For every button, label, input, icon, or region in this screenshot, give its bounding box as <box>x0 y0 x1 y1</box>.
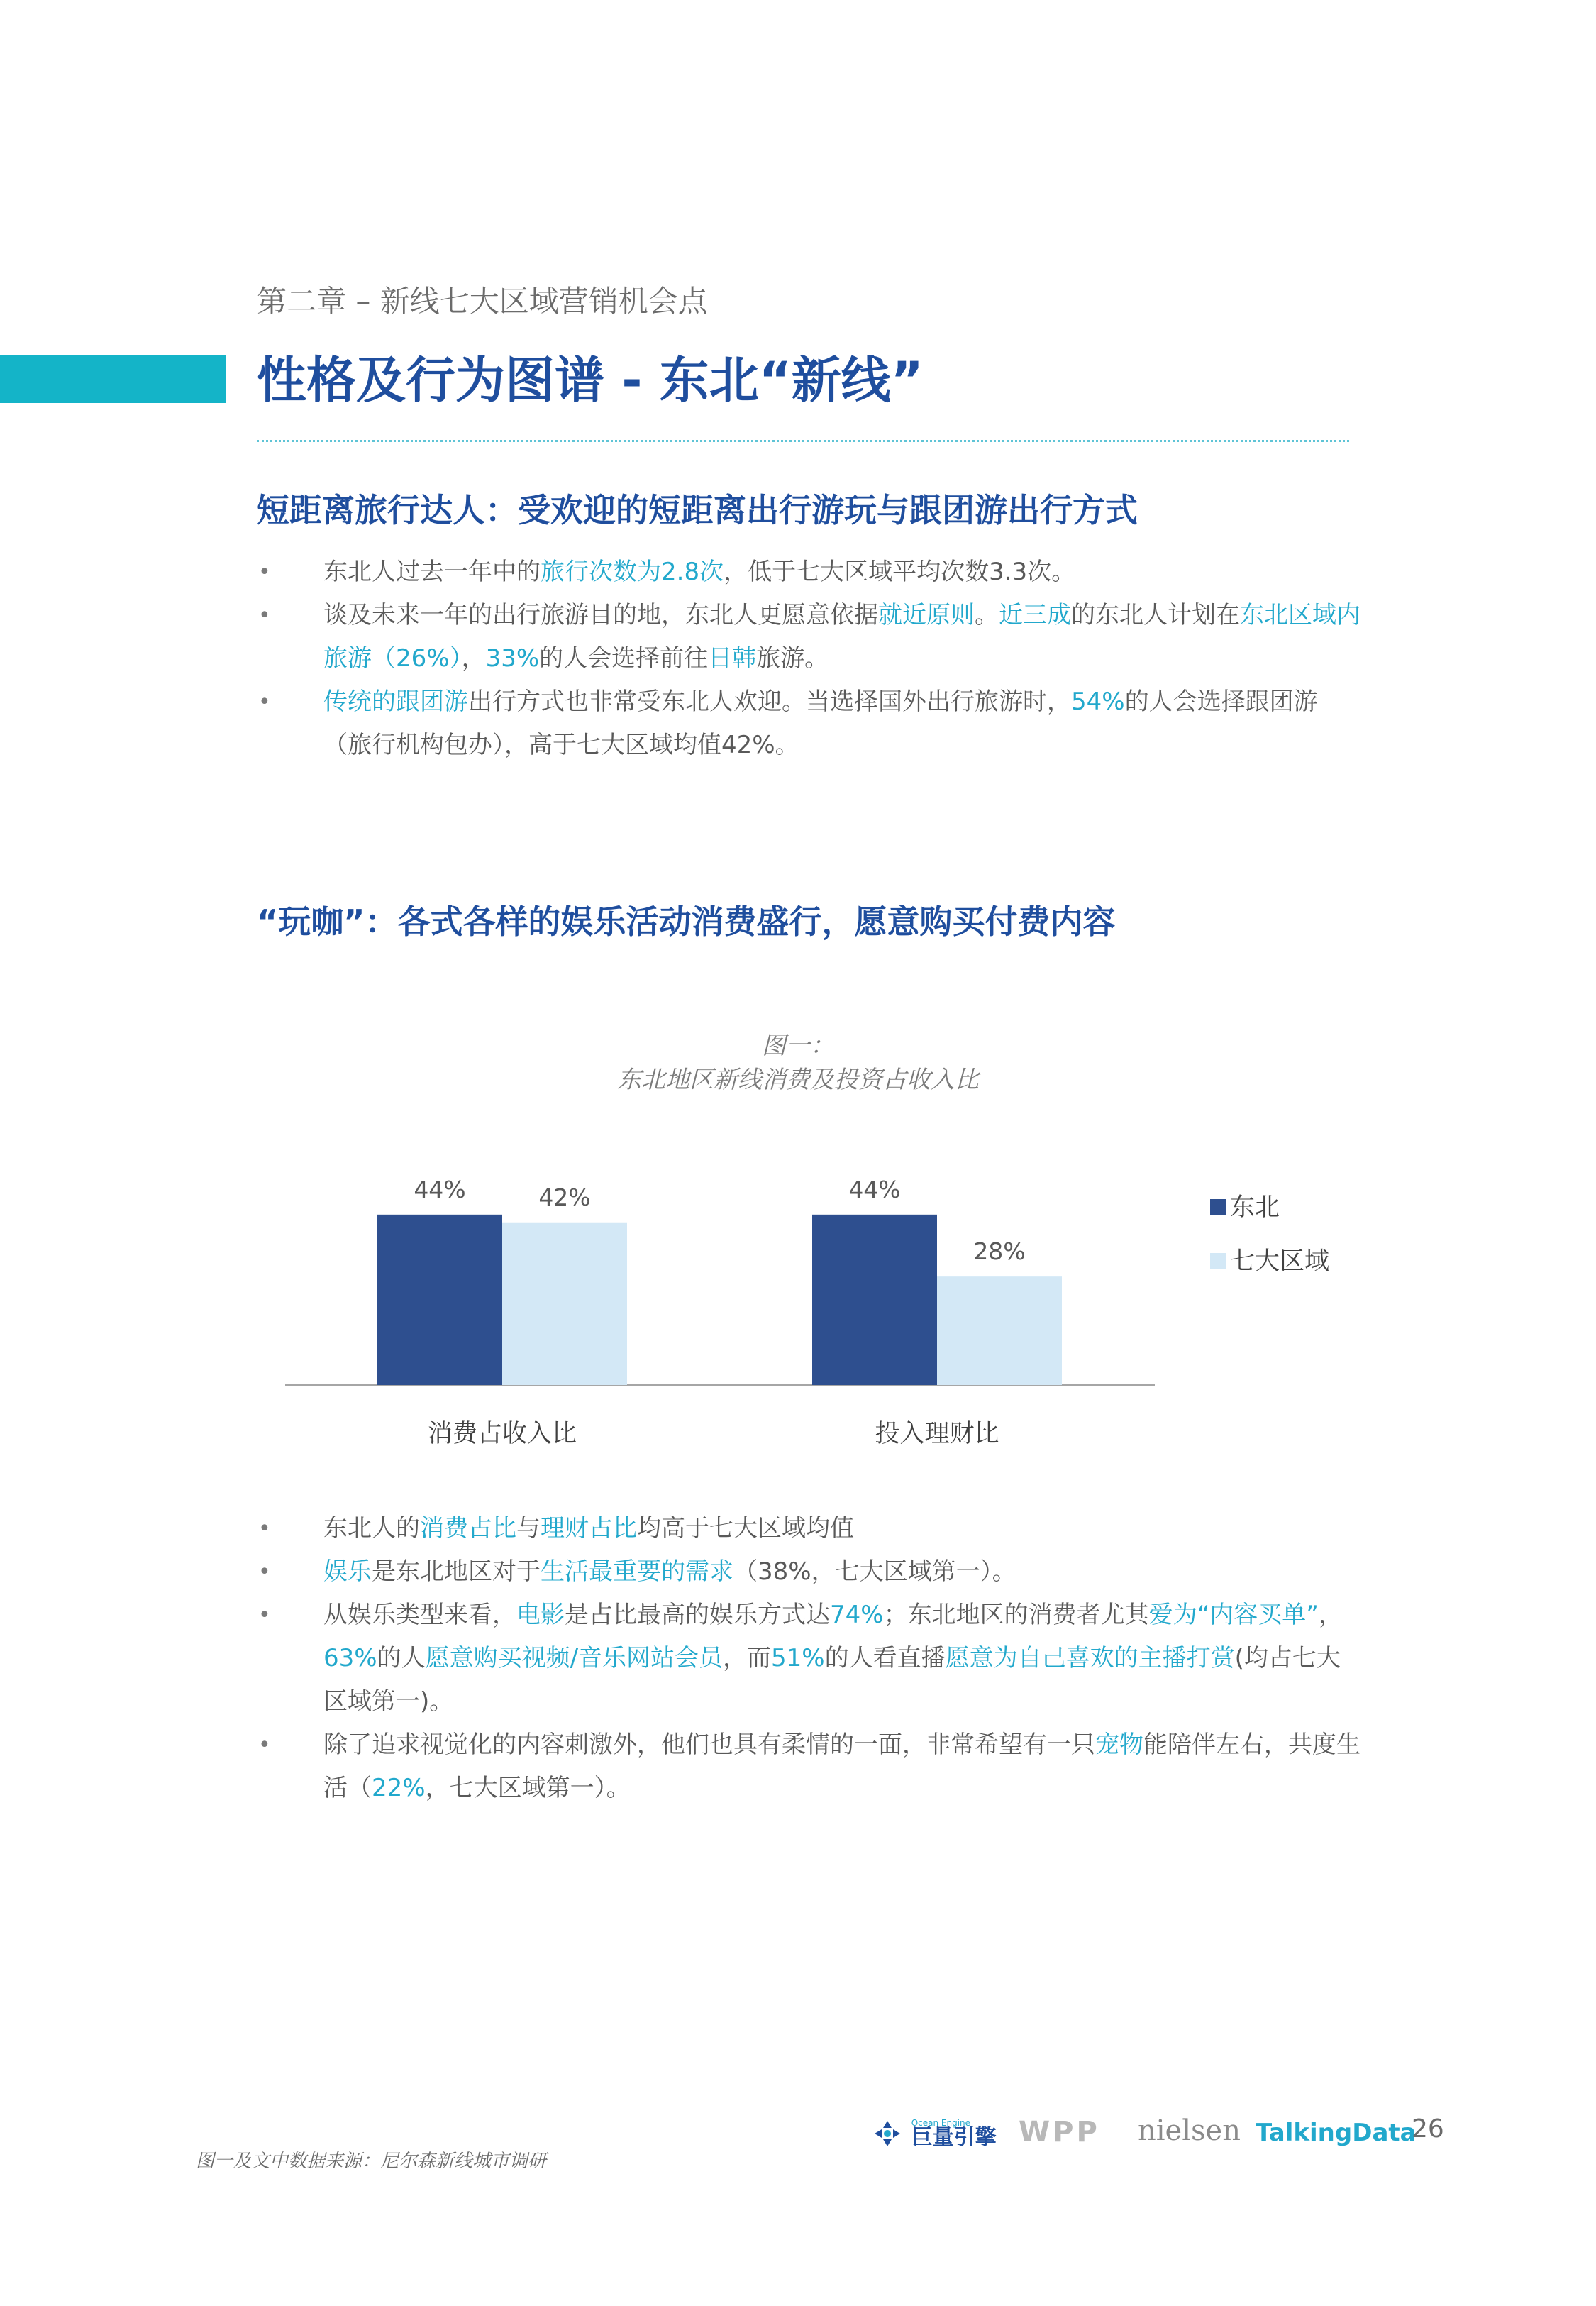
highlight-text: 生活最重要的需求 <box>541 1557 733 1586</box>
ocean-engine-logo <box>872 2116 997 2148</box>
highlight-text: 日韩 <box>708 644 757 673</box>
highlight-text: 爱为“内容买单” <box>1148 1601 1319 1629</box>
highlight-text: 愿意为自己喜欢的主播打赏 <box>945 1644 1235 1672</box>
category-label: 消费占收入比 <box>427 1420 577 1448</box>
body-text: 从娱乐类型来看， <box>323 1601 516 1629</box>
bullet-icon: • <box>258 560 271 585</box>
list-item <box>257 1723 1363 1810</box>
highlight-text: 63% <box>323 1644 377 1672</box>
bar-seven-regions <box>937 1276 1062 1385</box>
highlight-text: 近三成 <box>999 601 1071 629</box>
body-text: 的人 <box>377 1644 426 1672</box>
body-text: ；东北地区的消费者尤其 <box>883 1601 1149 1629</box>
body-text: 的人看直播 <box>824 1644 946 1672</box>
body-text: 除了追求视觉化的内容刺激外，他们也具有柔情的一面，非常希望有一只 <box>323 1731 1095 1759</box>
data-label: 44% <box>848 1175 901 1203</box>
highlight-text: 33% <box>485 644 540 673</box>
body-text: 是占比最高的娱乐方式达 <box>565 1601 830 1629</box>
body-text: 东北人过去一年中的 <box>323 558 541 586</box>
bullet-icon: • <box>258 1516 271 1541</box>
highlight-text: 消费占比 <box>420 1514 516 1543</box>
section-heading-travel: 短距离旅行达人：受欢迎的短距离出行游玩与跟团游出行方式 <box>257 491 1138 529</box>
nielsen-logo: nielsen <box>1138 2114 1241 2147</box>
body-text: ， <box>1318 1601 1343 1629</box>
highlight-text: 理财占比 <box>541 1514 637 1543</box>
legend-swatch <box>1210 1199 1226 1215</box>
body-text: 出行方式也非常受东北人欢迎。当选择国外出行旅游时， <box>468 688 1071 716</box>
highlight-text: 54% <box>1071 688 1125 716</box>
body-text: 的人会选择跟团游（旅行机构包办），高于七大区域均值42%。 <box>323 688 1318 759</box>
highlight-text: 宠物 <box>1095 1731 1143 1759</box>
body-text: 是东北地区对于 <box>372 1557 541 1586</box>
ocean-engine-label: Ocean Engine <box>911 2118 971 2128</box>
body-text: 。 <box>975 601 999 629</box>
bar-northeast <box>377 1215 502 1385</box>
body-text: 均高于七大区域均值 <box>637 1514 854 1543</box>
data-source-note: 图一及文中数据来源：尼尔森新线城市调研 <box>196 2151 547 2172</box>
talkingdata-logo: TalkingData <box>1256 2119 1417 2147</box>
highlight-text: 传统的跟团游 <box>323 688 468 716</box>
body-text: ，而 <box>723 1644 772 1672</box>
legend-label: 七大区域 <box>1230 1247 1330 1276</box>
highlight-text: 娱乐 <box>323 1557 372 1586</box>
highlight-text: 74% <box>830 1601 884 1629</box>
chart-caption-number: 图一： <box>762 1032 834 1060</box>
bullet-list-entertainment <box>257 1507 1363 1810</box>
page-number: 26 <box>1412 2114 1444 2144</box>
body-text: （38%，七大区域第一）。 <box>733 1557 1016 1586</box>
body-text: 与 <box>516 1514 541 1543</box>
highlight-text: 51% <box>771 1644 825 1672</box>
bullet-icon: • <box>258 1733 271 1758</box>
data-label: 44% <box>414 1175 466 1203</box>
body-text: 旅游。 <box>756 644 829 673</box>
bullet-icon: • <box>258 1603 271 1628</box>
chart-caption-title: 东北地区新线消费及投资占收入比 <box>617 1066 979 1094</box>
body-text: 能陪伴左右，共度生活（ <box>323 1731 1361 1802</box>
highlight-text: 22% <box>372 1774 426 1802</box>
body-text: ，七大区域第一）。 <box>425 1774 631 1802</box>
data-label: 42% <box>538 1183 591 1211</box>
wpp-logo: WPP <box>1019 2116 1100 2148</box>
page-title: 性格及行为图谱 - 东北“新线” <box>257 351 924 409</box>
body-text: ， <box>461 644 486 673</box>
highlight-text: 就近原则 <box>878 601 975 629</box>
bar-seven-regions <box>502 1223 627 1385</box>
body-text: (均占七大区域第一)。 <box>323 1644 1341 1716</box>
highlight-text: 愿意购买视频/音乐网站会员 <box>425 1644 724 1672</box>
body-text: 的人会选择前往 <box>539 644 709 673</box>
highlight-text: 旅行次数为2.8次 <box>541 558 724 586</box>
bullet-icon: • <box>258 603 271 628</box>
body-text: 谈及未来一年的出行旅游目的地，东北人更愿意依据 <box>323 601 878 629</box>
category-label: 投入理财比 <box>875 1420 999 1448</box>
list-item <box>257 1550 1363 1594</box>
chapter-label: 第二章 – 新线七大区域营销机会点 <box>257 284 708 319</box>
body-text: 的东北人计划在 <box>1071 601 1240 629</box>
bullet-icon: • <box>258 690 271 715</box>
highlight-text: 电影 <box>516 1601 565 1629</box>
ocean-engine-icon <box>872 2119 902 2148</box>
list-item <box>257 1507 1363 1550</box>
legend-label: 东北 <box>1230 1193 1280 1222</box>
legend-swatch <box>1210 1253 1226 1269</box>
data-label: 28% <box>973 1237 1026 1266</box>
section-heading-entertainment: “玩咖”：各式各样的娱乐活动消费盛行，愿意购买付费内容 <box>257 903 1116 941</box>
body-text: 东北人的 <box>323 1514 420 1543</box>
ocean-engine-cn-label: 巨量引擎 <box>911 2125 997 2150</box>
list-item <box>257 1594 1363 1723</box>
bullet-icon: • <box>258 1560 271 1584</box>
body-text: ，低于七大区域平均次数3.3次。 <box>724 558 1076 586</box>
highlight-text: 东北区域内旅游（26%） <box>323 601 1361 673</box>
bar-northeast <box>812 1215 937 1385</box>
